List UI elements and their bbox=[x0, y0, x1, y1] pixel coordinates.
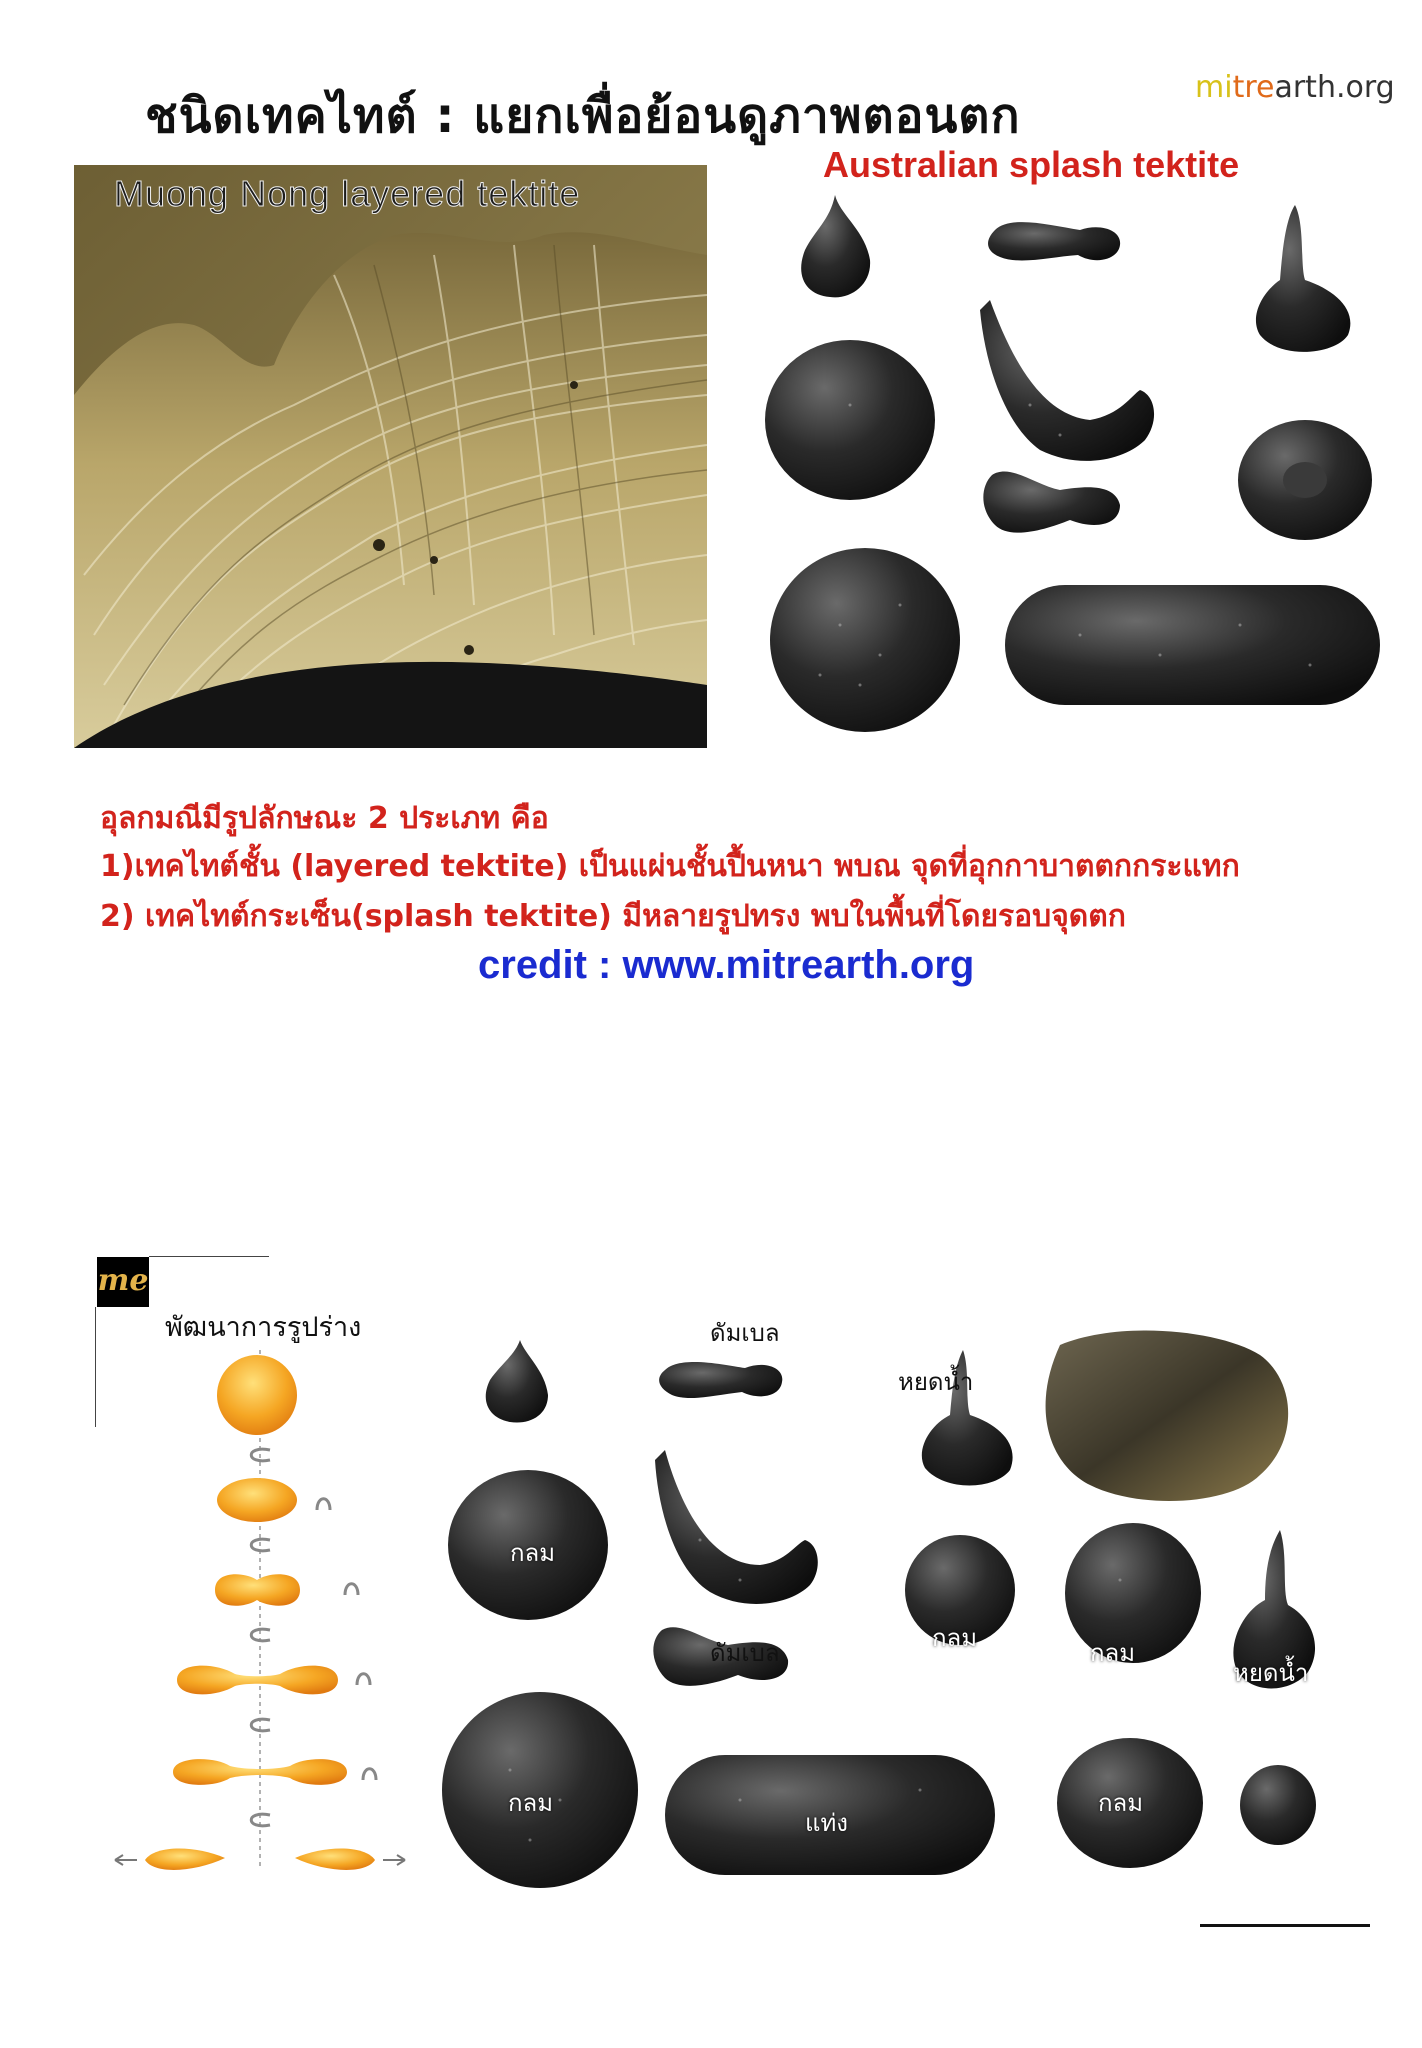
split-drop-left bbox=[145, 1848, 225, 1869]
dumbbell-tektite-mid bbox=[983, 471, 1120, 532]
peanut-stage bbox=[215, 1574, 300, 1605]
rod-tektite bbox=[1005, 585, 1380, 705]
big-round-tektite bbox=[770, 548, 960, 732]
sphere-stage bbox=[217, 1355, 297, 1435]
stretched-stage bbox=[173, 1759, 347, 1785]
splash-tektite-heading: Australian splash tektite bbox=[823, 144, 1240, 185]
page-title: ชนิดเทคไทต์ : แยกเพื่อย้อนดูภาพตอนตก bbox=[145, 88, 1021, 144]
photo-caption: Muong Nong layered tektite bbox=[114, 173, 581, 214]
label-dumbbell-top: ดัมเบล bbox=[710, 1319, 780, 1347]
dumbbell-tektite bbox=[988, 222, 1120, 260]
label-round-1: กลม bbox=[510, 1539, 556, 1567]
ellipse-stage bbox=[217, 1478, 297, 1522]
curved-tektite bbox=[980, 300, 1154, 461]
teardrop-tektite bbox=[1256, 205, 1350, 352]
label-drop-top: หยดน้ำ bbox=[898, 1368, 974, 1396]
evolution-title: พัฒนาการรูปร่าง bbox=[165, 1312, 362, 1343]
round-tektite bbox=[765, 340, 935, 500]
label-round-3: กลม bbox=[1090, 1639, 1136, 1667]
splash-tektite-image bbox=[760, 185, 1390, 740]
scale-bar bbox=[1200, 1924, 1370, 1927]
description-splash: 2) เทคไทต์กระเซ็น(splash tektite) มีหลายรูปทรง พบในพื้นที่โดยรอบจุดตก bbox=[100, 899, 1126, 934]
brand-suffix: arth.org bbox=[1274, 70, 1395, 105]
credit-line: credit : www.mitrearth.org bbox=[478, 943, 975, 987]
muong-nong-photo bbox=[74, 165, 707, 748]
brand-logo bbox=[1195, 70, 1395, 105]
shape-evolution-diagram bbox=[95, 1350, 425, 1880]
splash-tektite-shapes bbox=[760, 185, 1390, 740]
tektite-shapes-panel bbox=[440, 1300, 1380, 1900]
label-round-5: กลม bbox=[1098, 1789, 1144, 1817]
me-logo: me bbox=[97, 1257, 149, 1307]
label-round-2: กลม bbox=[932, 1624, 978, 1652]
drop-tektite bbox=[801, 195, 870, 297]
brand-accent: tre bbox=[1232, 70, 1275, 105]
dumbbell-stage bbox=[177, 1666, 338, 1695]
brand-prefix: mi bbox=[1195, 70, 1233, 105]
round-tektite-dimple bbox=[1283, 462, 1327, 498]
label-rod: แท่ง bbox=[805, 1809, 849, 1837]
split-drop-right bbox=[295, 1848, 375, 1869]
label-drop-right: หยดน้ำ bbox=[1233, 1659, 1309, 1687]
label-round-4: กลม bbox=[508, 1789, 554, 1817]
description-layered: 1)เทคไทต์ชั้น (layered tektite) เป็นแผ่นชั้นปื้นหนา พบณ จุดที่อุกกาบาตตกกระแทก bbox=[100, 849, 1240, 884]
description-intro: อุลกมณีมีรูปลักษณะ 2 ประเภท คือ bbox=[100, 801, 549, 836]
frame-line bbox=[149, 1256, 269, 1257]
evolution-svg bbox=[95, 1350, 425, 1880]
layered-tektite-image bbox=[74, 165, 707, 748]
label-dumbbell-mid: ดัมเบล bbox=[710, 1639, 780, 1667]
